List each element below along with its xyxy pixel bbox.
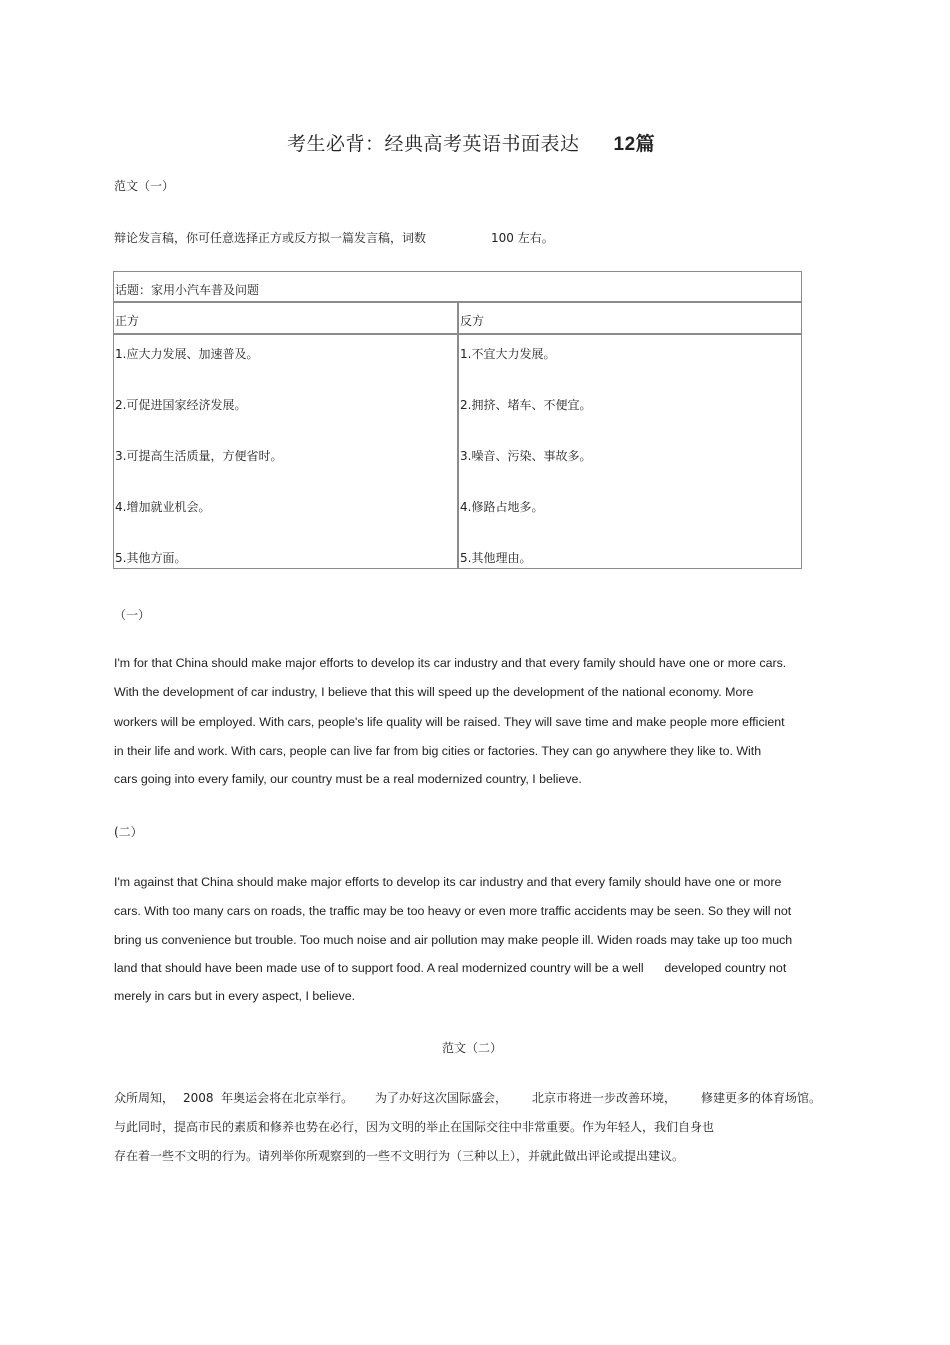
debate-table [113,271,802,569]
page-title [287,129,655,156]
title-text: 考生必背：经典高考英语书面表达 [287,133,580,155]
essay1-line: I'm for that China should make major efforts to develop its car industry and that every family should have one or more cars. [114,656,787,670]
section2-text: 修建更多的体育场馆。 [701,1091,822,1105]
essay2-label: (二） [114,825,143,839]
essay1-line: in their life and work. With cars, people can live far from big cities or factories. They can go anywhere they like to. With [114,744,762,758]
essay1-line: With the development of car industry, I believe that this will speed up the development of the national economy. More [114,685,754,699]
section2-text: 2008 年奥运会将在北京举行。 [183,1091,354,1105]
left-header-cell [113,302,458,334]
essay1-label: （一） [114,608,151,622]
essay2-line: land that should have been made use of to support food. A real modernized country will be a well developed country not [114,961,787,975]
essay2-line: merely in cars but in every aspect, I believe. [114,989,356,1003]
essay2-line: I'm against that China should make major efforts to develop its car industry and that every family should have one or more [114,875,782,889]
right-header-cell [458,302,802,334]
right-item: 2.拥挤、堵车、不便宜。 [460,398,592,412]
right-item: 3.噪音、污染、事故多。 [460,449,592,463]
right-item: 5.其他理由。 [460,551,532,565]
left-item: 4.增加就业机会。 [115,500,211,514]
section2-text: 与此同时，提高市民的素质和修养也势在必行，因为文明的举止在国际交往中非常重要。作为年轻人，我们自身也 [114,1120,715,1134]
essay2-line: cars. With too many cars on roads, the traffic may be too heavy or even more traffic accidents may be seen. So they will not [114,904,792,918]
instruction-wordcount: 100 左右。 [491,231,554,245]
section2-heading: 范文（二） [442,1041,503,1055]
section2-text: 存在着一些不文明的行为。请列举你所观察到的一些不文明行为（三种以上），并就此做出评论或提出建议。 [114,1149,685,1163]
section2-text: 为了办好这次国际盛会， [375,1091,508,1105]
left-item: 1.应大力发展、加速普及。 [115,347,259,361]
essay1-line: workers will be employed. With cars, people's life quality will be raised. They will save time and make people more efficient [114,715,785,729]
essay1-line: cars going into every family, our country must be a real modernized country, I believe. [114,772,582,786]
left-item: 2.可促进国家经济发展。 [115,398,247,412]
instruction-text: 辩论发言稿，你可任意选择正方或反方拟一篇发言稿，词数 [114,231,427,245]
section2-text: 众所周知， [114,1091,175,1105]
section2-text: 北京市将进一步改善环境， [532,1091,677,1105]
table-topic: 话题：家用小汽车普及问题 [115,283,260,297]
right-header: 反方 [460,314,485,328]
title-count: 12篇 [613,134,656,155]
left-item: 5.其他方面。 [115,551,187,565]
right-item: 1.不宜大力发展。 [460,347,556,361]
section1-heading: 范文（一） [114,179,175,193]
left-header: 正方 [115,314,140,328]
left-item: 3.可提高生活质量，方便省时。 [115,449,283,463]
right-item: 4.修路占地多。 [460,500,544,514]
essay2-line: bring us convenience but trouble. Too much noise and air pollution may make people ill. Widen roads may take up too much [114,933,793,947]
